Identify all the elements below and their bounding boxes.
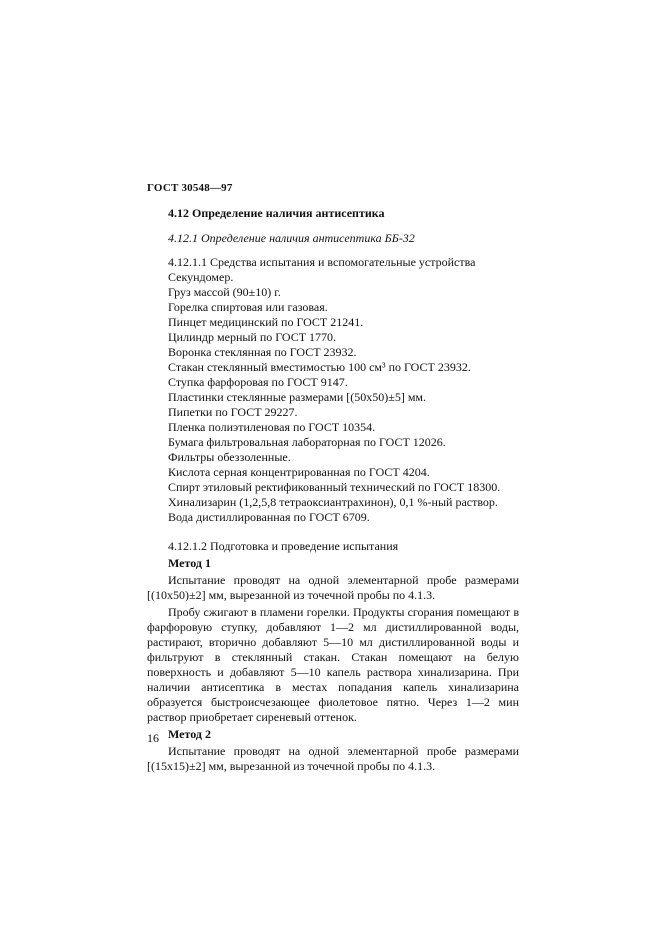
list-item: Вода дистиллированная по ГОСТ 6709. (168, 510, 370, 524)
list-item: Пипетки по ГОСТ 29227. (168, 405, 298, 419)
list-item: Пленка полиэтиленовая по ГОСТ 10354. (168, 420, 376, 434)
list-item: Пластинки стеклянные размерами [(50х50)±5] мм. (168, 390, 427, 404)
list-item: Кислота серная концентрированная по ГОСТ 4204. (168, 465, 430, 479)
method-2-title: Метод 2 (168, 727, 211, 741)
list-item: Воронка стеклянная по ГОСТ 23932. (168, 345, 357, 359)
list-item: Горелка спиртовая или газовая. (168, 300, 328, 314)
subsection-title: 4.12.1 Определение наличия антисептика ББ-32 (168, 231, 415, 245)
list-item: Фильтры обеззоленные. (168, 450, 291, 464)
list-item: Стакан стеклянный вместимостью 100 см³ по ГОСТ 23932. (168, 360, 471, 374)
list-item: Ступка фарфоровая по ГОСТ 9147. (168, 375, 348, 389)
list-item: Хинализарин (1,2,5,8 тетраоксиантрахинон), 0,1 %-ный раствор. (168, 495, 498, 509)
section-title: 4.12 Определение наличия антисептика (168, 206, 385, 220)
method-2-paragraph: Испытание проводят на одной элементарной пробе размерами [(15х15)±2] мм, вырезанной из точечной пробы по 4.1.3. (147, 744, 519, 773)
page-number: 16 (147, 731, 159, 745)
list-item: Пинцет медицинский по ГОСТ 21241. (168, 315, 364, 329)
list-item: Секундомер. (168, 270, 234, 284)
equipment-list (147, 270, 519, 525)
document-body (147, 200, 519, 774)
clause-heading-procedure: 4.12.1.2 Подготовка и проведение испытания (168, 539, 399, 553)
list-item: Бумага фильтровальная лабораторная по ГОСТ 12026. (168, 435, 446, 449)
method-1-paragraph: Пробу сжигают в пламени горелки. Продукты сгорания помещают в фарфоровую ступку, добавляют 1—2 мл дистиллированной воды, растирают, вторично добавляют 5—10 мл дистиллированной воды и фильтруют в стеклянный стакан. Стакан помещают на белую поверхность и добавляют 5—10 капель раствора хинализарина. При наличии антисептика в местах попадания капель хинализарина образуется быстроисчезающее фиолетовое пятно. Через 1—2 мин раствор приобретает сиреневый оттенок. (147, 605, 519, 724)
method-1-paragraph: Испытание проводят на одной элементарной пробе размерами [(10х50)±2] мм, вырезанной из точечной пробы по 4.1.3. (147, 573, 519, 602)
method-1-title: Метод 1 (168, 556, 211, 570)
document-code: ГОСТ 30548—97 (147, 182, 233, 194)
list-item: Груз массой (90±10) г. (168, 285, 281, 299)
list-item: Спирт этиловый ректификованный технический по ГОСТ 18300. (168, 480, 501, 494)
clause-heading-equipment: 4.12.1.1 Средства испытания и вспомогательные устройства (168, 255, 476, 269)
list-item: Цилиндр мерный по ГОСТ 1770. (168, 330, 337, 344)
